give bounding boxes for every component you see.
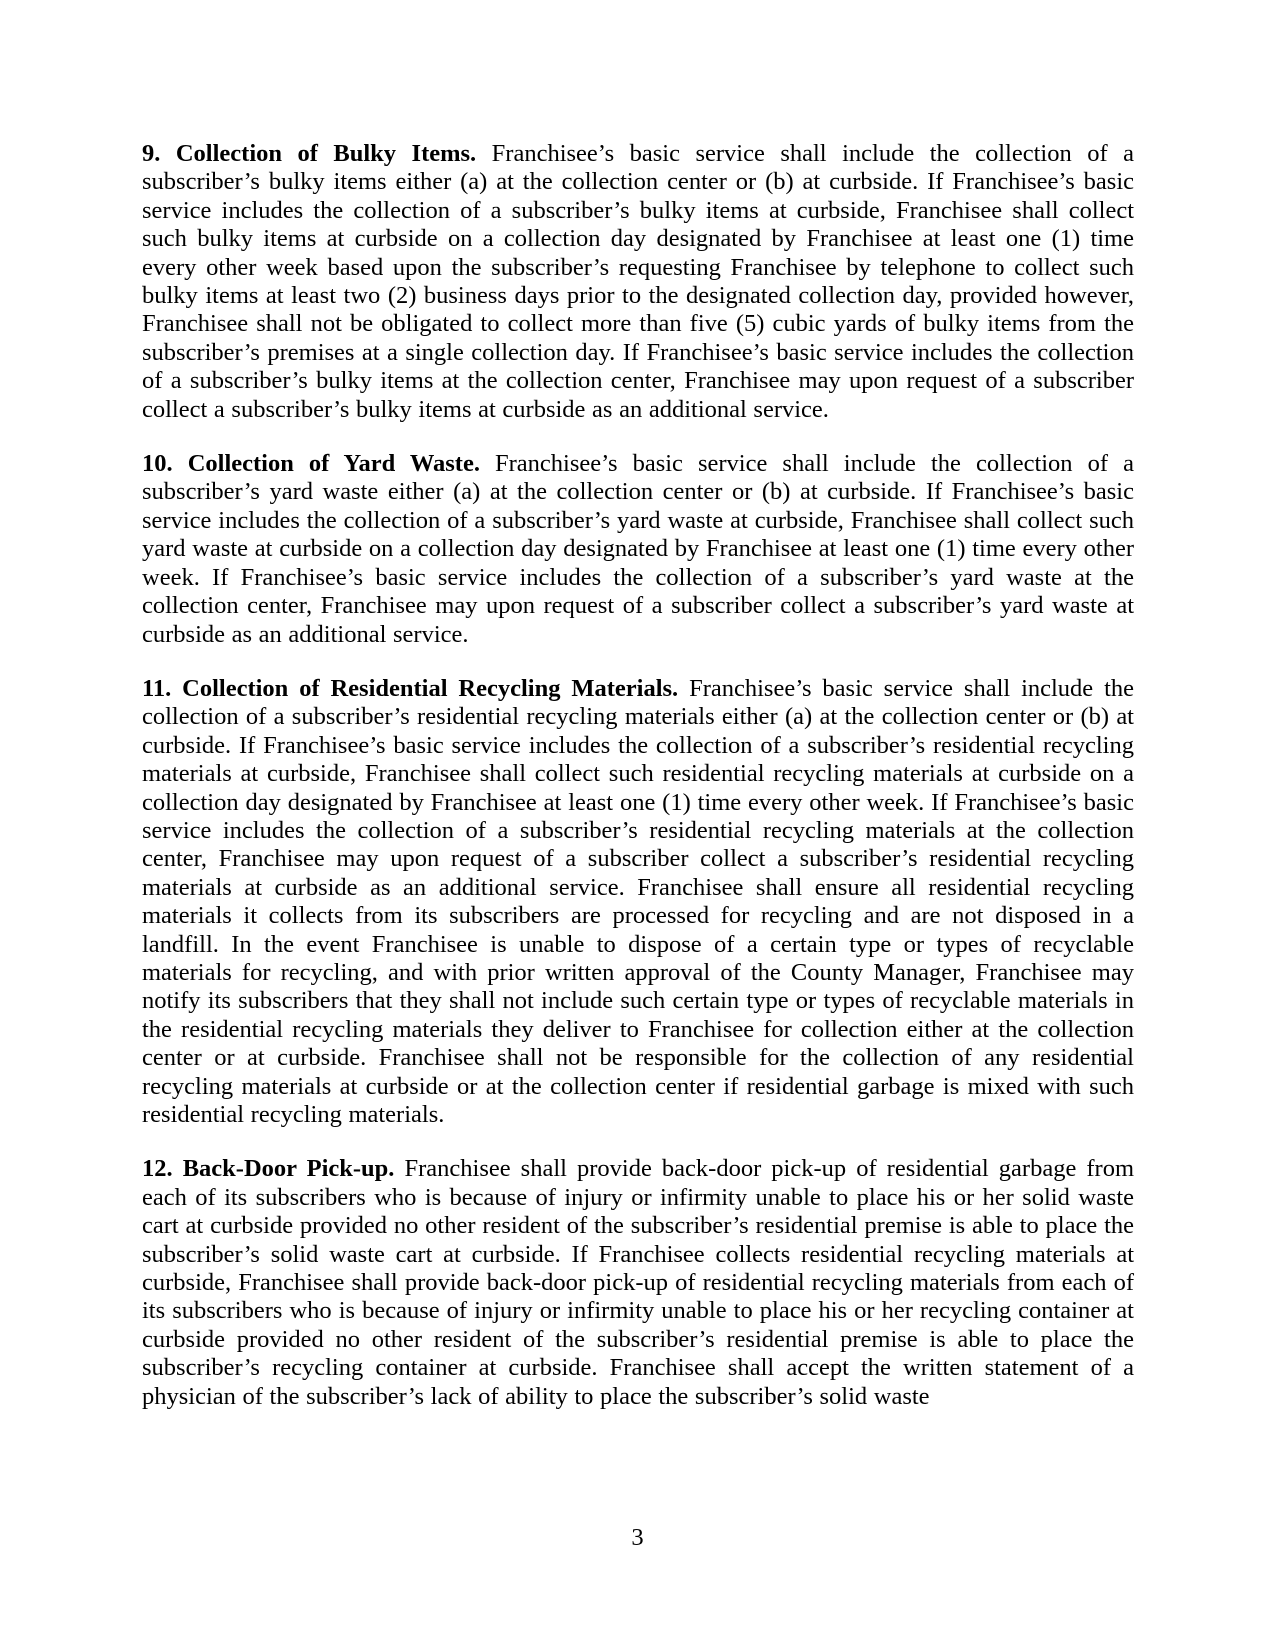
section-12-text: Franchisee shall provide back-door pick-up of residential garbage from each of its subscribers who is because of injury or infirmity unable to place his or her solid waste cart at curbside provided no other resident of the subscriber’s residential premise is able to place the subscriber’s solid waste cart at curbside. If Franchisee collects residential recycling materials at curbside, Franchisee shall provide back-door pick-up of residential recycling materials from each of its subscribers who is because of injury or infirmity unable to place his or her recycling container at curbside provided no other resident of the subscriber’s residential premise is able to place the subscriber’s recycling container at curbside. Franchisee shall accept the written statement of a physician of the subscriber’s lack of ability to place the subscriber’s solid waste [142,1155,1134,1410]
section-12-heading: 12. Back-Door Pick-up. [142,1155,395,1183]
document-body [142,140,1134,1411]
section-11-collection-of-residential-recycling-materials [142,675,1134,1130]
section-10-heading: 10. Collection of Yard Waste. [142,450,480,478]
section-11-heading: 11. Collection of Residential Recycling Materials. [142,674,679,702]
section-12-back-door-pick-up [142,1155,1134,1411]
page-number: 3 [631,1524,644,1551]
section-11-text: Franchisee’s basic service shall include the collection of a subscriber’s residential recycling materials either (a) at the collection center or (b) at curbside. If Franchisee’s basic service includes the collection of a subscriber’s residential recycling materials at curbside, Franchisee shall collect such residential recycling materials at curbside on a collection day designated by Franchisee at least one (1) time every other week. If Franchisee’s basic service includes the collection of a subscriber’s residential recycling materials at the collection center, Franchisee may upon request of a subscriber collect a subscriber’s residential recycling materials at curbside as an additional service. Franchisee shall ensure all residential recycling materials it collects from its subscribers are processed for recycling and are not disposed in a landfill. In the event Franchisee is unable to dispose of a certain type or types of recyclable materials for recycling, and with prior written approval of the County Manager, Franchisee may notify its subscribers that they shall not include such certain type or types of recyclable materials in the residential recycling materials they deliver to Franchisee for collection either at the collection center or at curbside. Franchisee shall not be responsible for the collection of any residential recycling materials at curbside or at the collection center if residential garbage is mixed with such residential recycling materials. [142,674,1134,1128]
section-10-text: Franchisee’s basic service shall include the collection of a subscriber’s yard waste either (a) at the collection center or (b) at curbside. If Franchisee’s basic service includes the collection of a subscriber’s yard waste at curbside, Franchisee shall collect such yard waste at curbside on a collection day designated by Franchisee at least one (1) time every other week. If Franchisee’s basic service includes the collection of a subscriber’s yard waste at the collection center, Franchisee may upon request of a subscriber collect a subscriber’s yard waste at curbside as an additional service. [142,450,1134,648]
section-9-heading: 9. Collection of Bulky Items. [142,140,477,167]
section-10-collection-of-yard-waste [142,450,1134,649]
section-9-text: Franchisee’s basic service shall include the collection of a subscriber’s bulky items either (a) at the collection center or (b) at curbside. If Franchisee’s basic service includes the collection of a subscriber’s bulky items at curbside, Franchisee shall collect such bulky items at curbside on a collection day designated by Franchisee at least one (1) time every other week based upon the subscriber’s requesting Franchisee by telephone to collect such bulky items at least two (2) business days prior to the designated collection day, provided however, Franchisee shall not be obligated to collect more than five (5) cubic yards of bulky items from the subscriber’s premises at a single collection day. If Franchisee’s basic service includes the collection of a subscriber’s bulky items at the collection center, Franchisee may upon request of a subscriber collect a subscriber’s bulky items at curbside as an additional service. [142,140,1134,423]
section-9-collection-of-bulky-items [142,140,1134,424]
